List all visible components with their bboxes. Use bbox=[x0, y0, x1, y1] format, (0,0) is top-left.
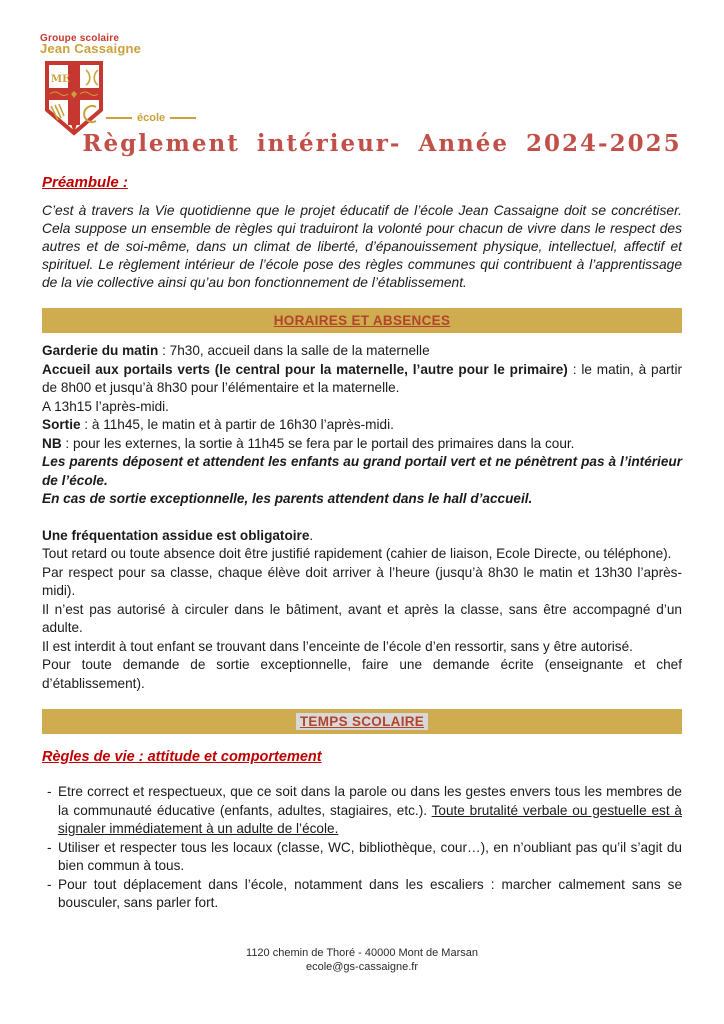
paragraph-demande-ecrite: Pour toute demande de sortie exceptionnelle, faire une demande écrite (enseignante et chef d’établissement). bbox=[42, 657, 682, 691]
bullet-text-deplacement: Pour tout déplacement dans l’école, notamment dans les escaliers : marcher calmement sans se bousculer, sans parler fort. bbox=[58, 876, 682, 910]
bullet-dash: - bbox=[47, 839, 52, 855]
preambule-heading: Préambule : bbox=[42, 174, 128, 191]
paragraph-nb: NB : pour les externes, la sortie à 11h45 se fera par le portail des primaires dans la cour. bbox=[42, 435, 575, 451]
section-banner-horaires-label: HORAIRES ET ABSENCES bbox=[273, 313, 451, 328]
school-logo bbox=[40, 34, 230, 134]
paragraph-accueil: Accueil aux portails verts (le central pour la maternelle, l’autre pour le primaire) : le matin, à partir de 8h00 et jusqu’à 8h30 pour l’élémentaire et la maternelle. bbox=[42, 361, 682, 395]
page-title: Règlement intérieur- Année 2024-2025 bbox=[82, 130, 682, 157]
bullet-dash: - bbox=[47, 784, 52, 799]
svg-text:ME: ME bbox=[51, 74, 70, 85]
paragraph-retard: Tout retard ou toute absence doit être justifié rapidement (cahier de liaison, Ecole Directe, ou téléphone). bbox=[42, 546, 672, 561]
list-item bbox=[42, 783, 682, 839]
section-banner-horaires bbox=[42, 308, 682, 333]
list-item bbox=[42, 839, 682, 876]
footer-email: ecole@gs-cassaigne.fr bbox=[305, 961, 419, 973]
section-banner-temps bbox=[42, 709, 682, 734]
footer-address: 1120 chemin de Thoré - 40000 Mont de Marsan bbox=[246, 947, 478, 959]
bullet-dash: - bbox=[47, 876, 52, 892]
preambule-paragraph: C’est à travers la Vie quotidienne que le projet éducatif de l’école Jean Cassaigne doit se concrétiser. Cela suppose un ensemble de règles qui traduiront la volonté pour chacun de vivre dans le respect des autres et de soi-même, dans un climat de liberté, d’épanouissement physique, intellectuel, affectif et spirituel. Le règlement intérieur de l’école pose des règles communes qui contribuent à l’apprentissage de la vie collective ainsi qu’au bon fonctionnement de l’établissement. bbox=[42, 203, 682, 290]
paragraph-sortie-exceptionnelle-hall: En cas de sortie exceptionnelle, les parents attendent dans le hall d’accueil. bbox=[42, 491, 533, 506]
logo-school-name: Jean Cassaigne bbox=[40, 41, 142, 56]
paragraph-respect-classe: Par respect pour sa classe, chaque élève doit arriver à l’heure (jusqu’à 8h30 le matin et 13h30 l’après-midi). bbox=[42, 564, 682, 598]
paragraph-garderie: Garderie du matin : 7h30, accueil dans la salle de la maternelle bbox=[42, 343, 430, 358]
section-banner-temps-label: TEMPS SCOLAIRE bbox=[296, 713, 428, 730]
paragraph-parents-portail: Les parents déposent et attendent les enfants au grand portail vert et ne pénètrent pas à l’intérieur de l’école. bbox=[42, 454, 682, 488]
paragraph-frequentation: Une fréquentation assidue est obligatoire. bbox=[42, 527, 314, 543]
paragraph-apres-midi: A 13h15 l’après-midi. bbox=[42, 398, 169, 414]
logo-ecole-text: école bbox=[137, 112, 166, 124]
regles-de-vie-heading: Règles de vie : attitude et comportement bbox=[42, 749, 322, 765]
paragraph-circulation: Il n’est pas autorisé à circuler dans le bâtiment, avant et après la classe, sans être accompagné d’un adulte. bbox=[42, 601, 682, 635]
horaires-body bbox=[42, 342, 682, 693]
logo-dash-right bbox=[170, 117, 196, 119]
paragraph-sortie: Sortie : à 11h45, le matin et à partir de 16h30 l’après-midi. bbox=[42, 417, 394, 432]
bullet-text-respect: Etre correct et respectueux, que ce soit dans la parole ou dans les gestes envers tous les membres de la communauté éducative (enfants, adultes, stagiaires, etc.). Toute brutalité verbale ou gestuelle est à signaler immédiatement à un adulte de l’école. bbox=[58, 784, 682, 836]
paragraph-interdiction-sortir: Il est interdit à tout enfant se trouvant dans l’enceinte de l’école d’en ressortir, sans y être autorisé. bbox=[42, 638, 633, 654]
logo-dash-left bbox=[106, 117, 132, 119]
regles-bullet-list bbox=[42, 783, 682, 913]
school-crest-icon bbox=[44, 60, 104, 141]
footer bbox=[0, 946, 724, 974]
bullet-text-locaux: Utiliser et respecter tous les locaux (classe, WC, bibliothèque, cour…), en n’oubliant pas qu’il s’agit du bien commun à tous. bbox=[58, 839, 682, 873]
logo-group-label: Groupe scolaire bbox=[40, 33, 120, 44]
logo-ecole-label bbox=[106, 112, 196, 124]
list-item bbox=[42, 876, 682, 913]
